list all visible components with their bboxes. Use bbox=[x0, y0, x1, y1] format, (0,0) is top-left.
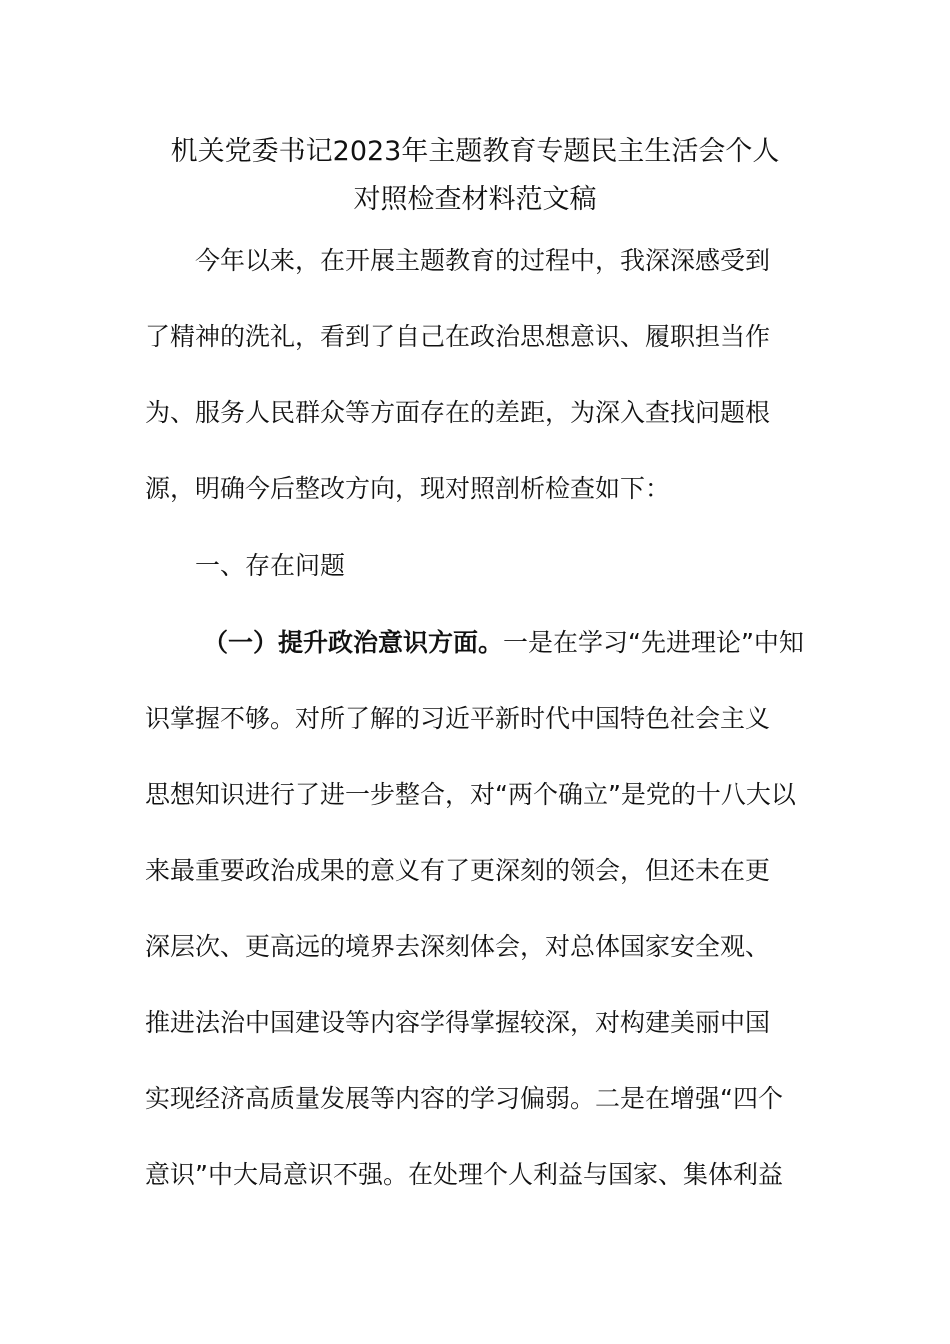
paragraph-line: 识掌握不够。对所了解的习近平新时代中国特色社会主义 bbox=[145, 704, 771, 733]
paragraph-line: 源，明确今后整改方向，现对照剖析检查如下： bbox=[145, 474, 671, 503]
paragraph-line: 为、服务人民群众等方面存在的差距，为深入查找问题根 bbox=[145, 398, 771, 427]
paragraph-line: 思想知识进行了进一步整合，对“两个确立”是党的十八大以 bbox=[145, 780, 796, 809]
title-line-1: 机关党委书记2023年主题教育专题民主生活会个人 bbox=[170, 136, 780, 167]
section-heading: 一、存在问题 bbox=[195, 551, 346, 580]
paragraph-line: 今年以来，在开展主题教育的过程中，我深深感受到 bbox=[195, 246, 771, 275]
paragraph-line: 实现经济高质量发展等内容的学习偏弱。二是在增强“四个 bbox=[145, 1084, 783, 1113]
subsection-paragraph-line bbox=[203, 623, 804, 663]
document-title bbox=[140, 128, 810, 224]
paragraph-line: 深层次、更高远的境界去深刻体会，对总体国家安全观、 bbox=[145, 932, 771, 961]
paragraph-text: 一是在学习“先进理论”中知 bbox=[503, 628, 804, 657]
paragraph-line: 意识”中大局意识不强。在处理个人利益与国家、集体利益 bbox=[145, 1160, 783, 1189]
paragraph-line: 了精神的洗礼，看到了自己在政治思想意识、履职担当作 bbox=[145, 322, 771, 351]
title-line-2: 对照检查材料范文稿 bbox=[353, 184, 597, 215]
paragraph-line: 推进法治中国建设等内容学得掌握较深，对构建美丽中国 bbox=[145, 1008, 771, 1037]
subsection-heading: （一）提升政治意识方面。 bbox=[203, 628, 504, 657]
paragraph-line: 来最重要政治成果的意义有了更深刻的领会，但还未在更 bbox=[145, 856, 771, 885]
